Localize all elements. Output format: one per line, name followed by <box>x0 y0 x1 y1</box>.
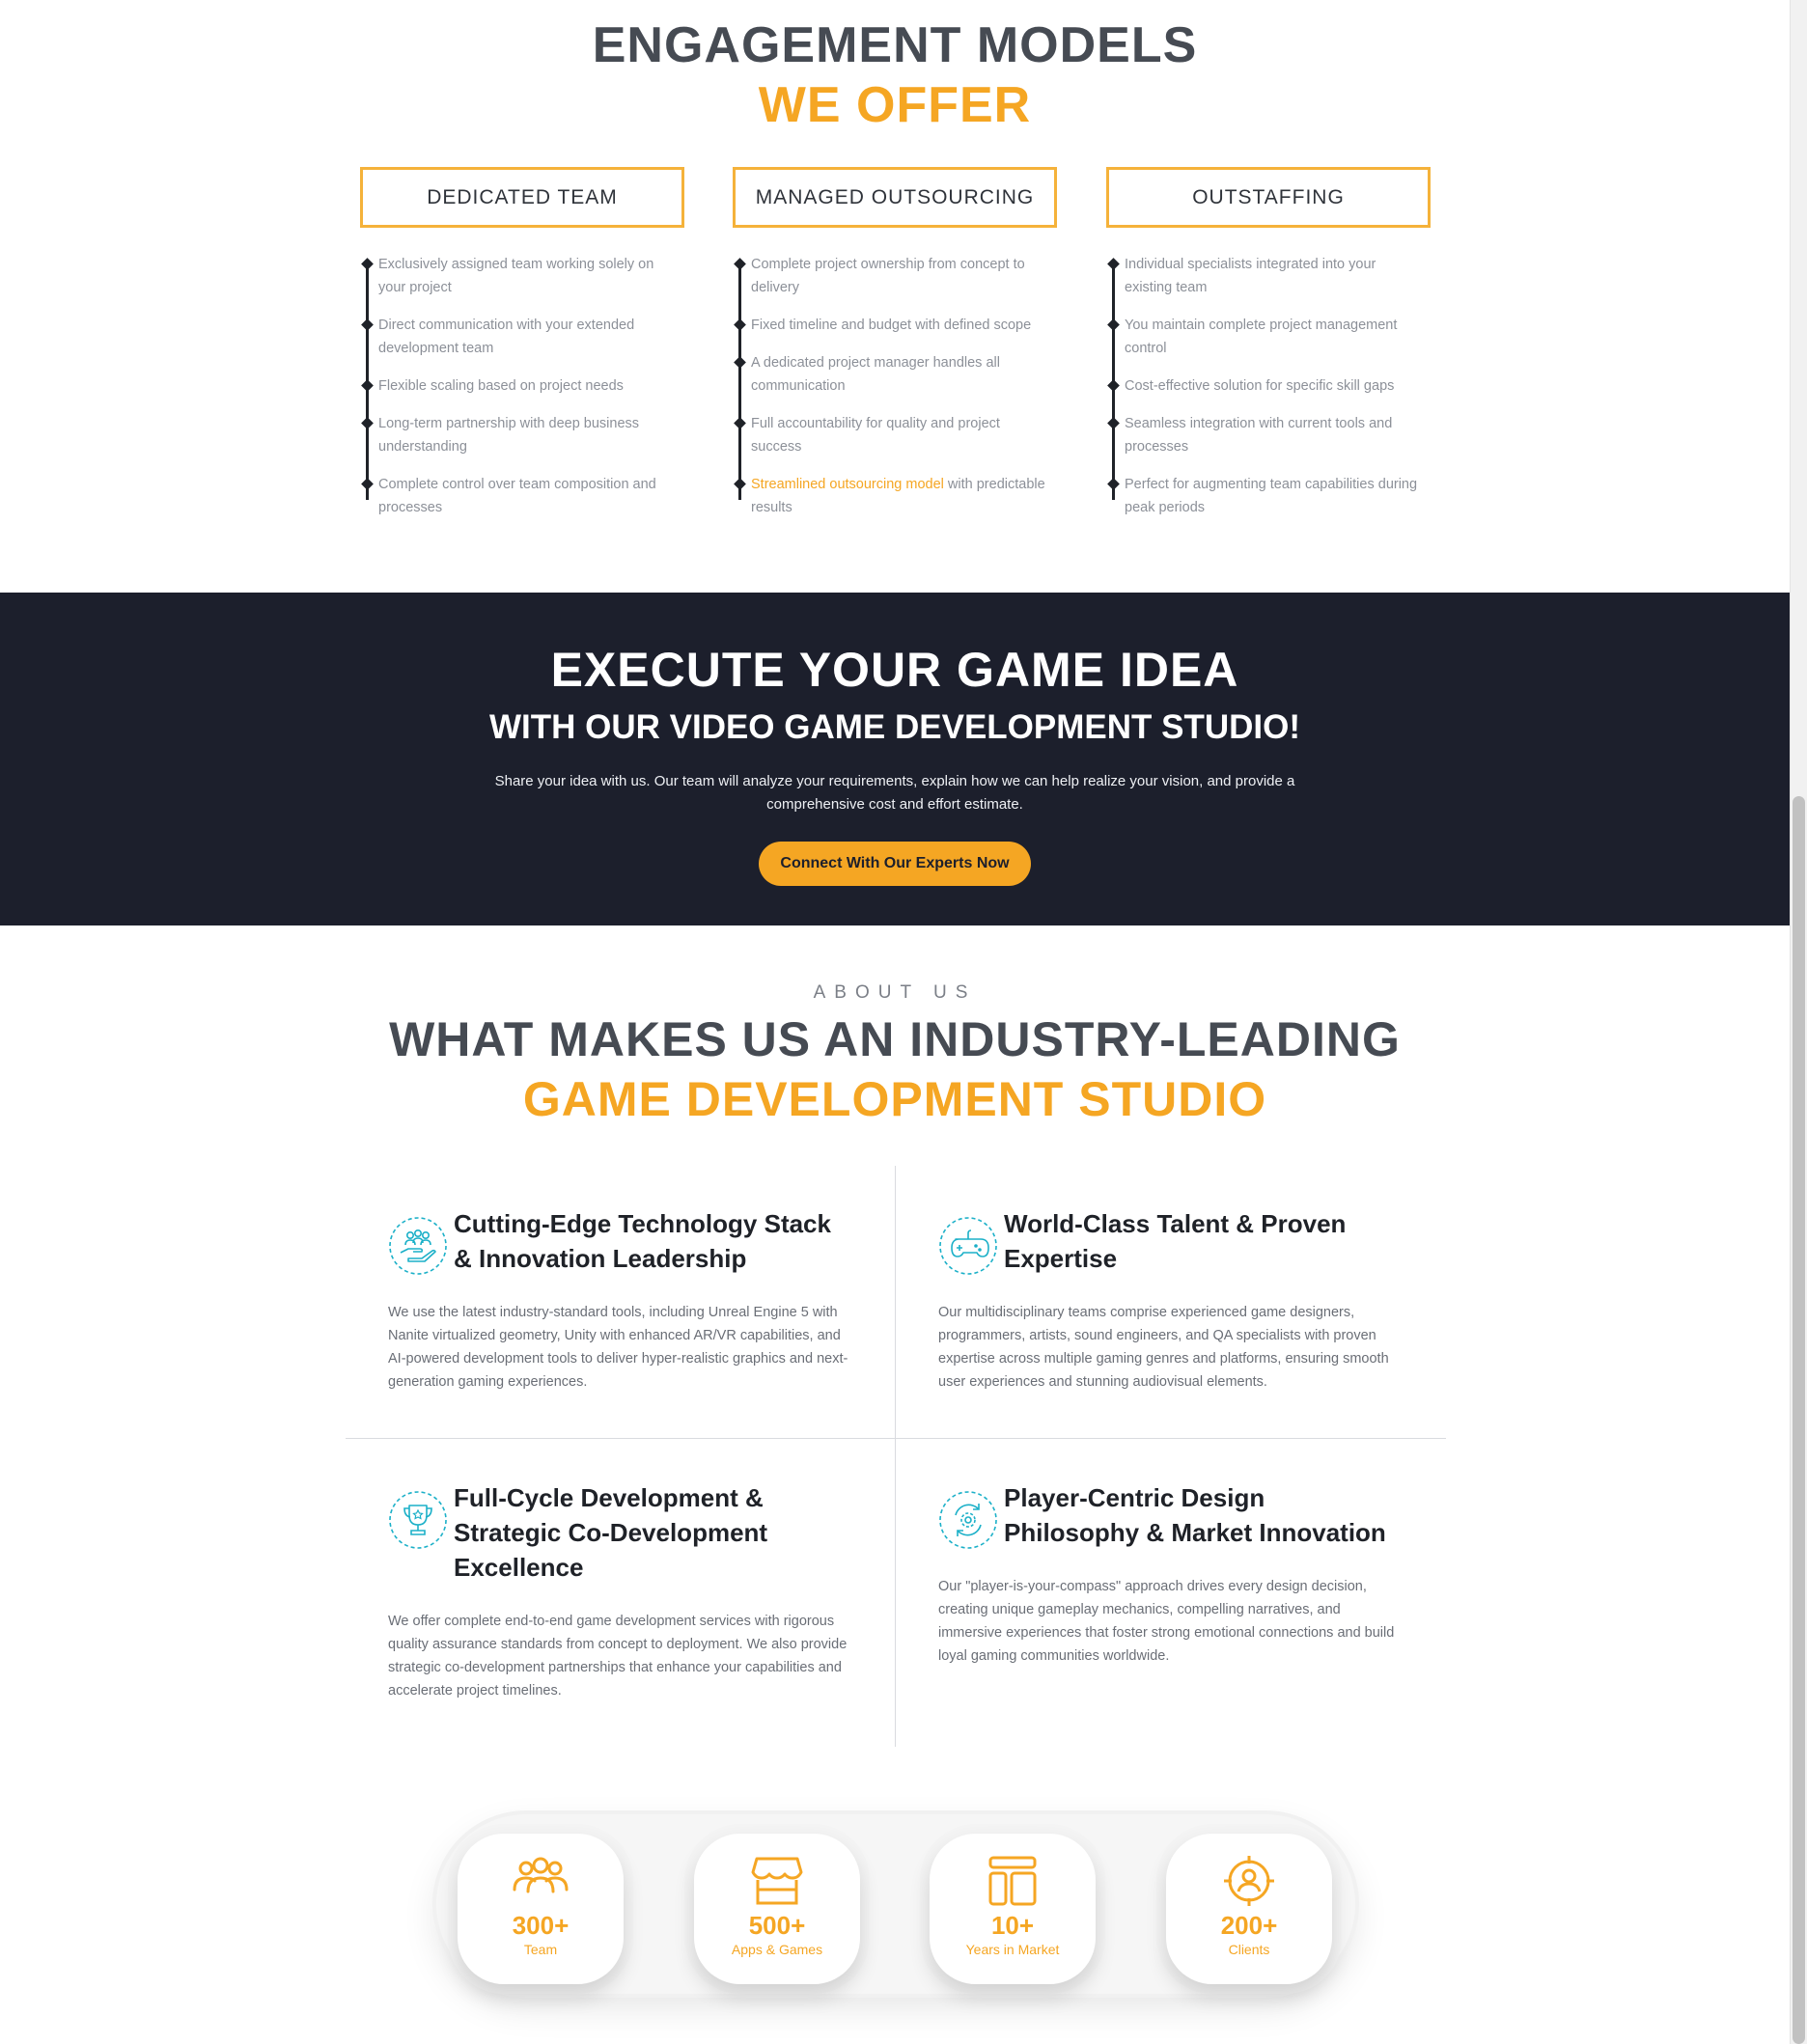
stat-clients <box>1166 1834 1332 1984</box>
stat-team <box>458 1834 624 1984</box>
about-kicker: ABOUT US <box>813 982 977 1003</box>
model-heading: OUTSTAFFING <box>1106 167 1431 228</box>
stat-label: Apps & Games <box>731 1942 823 1957</box>
engagement-section <box>0 0 1790 593</box>
list-item: Direct communication with your extended development team <box>378 314 684 360</box>
feature-text: Our multidisciplinary teams comprise experienced game designers, programmers, artists, sound engineers, and QA specialists with proven expertise across multiple gaming genres and platforms, ensuring smooth user experiences and stunning audiovisual elements. <box>938 1305 1389 1390</box>
gamepad-icon <box>938 1216 998 1276</box>
feature-title: Cutting-Edge Technology Stack & Innovation Leadership <box>454 1209 831 1273</box>
list-item: Flexible scaling based on project needs <box>378 374 684 398</box>
model-dedicated-team <box>360 167 684 534</box>
list-item: Complete control over team composition and processes <box>378 473 684 519</box>
stat-label: Clients <box>1228 1942 1270 1957</box>
model-heading: DEDICATED TEAM <box>360 167 684 228</box>
model-list <box>360 253 684 519</box>
list-item: Individual specialists integrated into your existing team <box>1125 253 1431 299</box>
feature-full-cycle <box>388 1480 851 1702</box>
model-list <box>733 253 1057 519</box>
list-item: Cost-effective solution for specific skill gaps <box>1125 374 1431 398</box>
list-item: Exclusively assigned team working solely on your project <box>378 253 684 299</box>
cta-section <box>0 593 1790 925</box>
list-item: Full accountability for quality and project success <box>751 412 1057 458</box>
cta-text: Share your idea with us. Our team will analyze your requirements, explain how we can help realize your vision, and provide a comprehensive cost and effort estimate. <box>494 773 1295 813</box>
stat-value: 300+ <box>512 1911 570 1940</box>
stat-years <box>930 1834 1096 1984</box>
engagement-title <box>0 0 1790 135</box>
cta-subtitle: WITH OUR VIDEO GAME DEVELOPMENT STUDIO! <box>488 708 1301 746</box>
list-item: Seamless integration with current tools and processes <box>1125 412 1431 458</box>
team-icon <box>511 1855 570 1907</box>
outsourcing-model-link[interactable]: Streamlined outsourcing model <box>751 477 944 492</box>
feature-technology <box>388 1206 851 1394</box>
stat-value: 500+ <box>748 1911 806 1940</box>
list-item: Long-term partnership with deep business understanding <box>378 412 684 458</box>
model-list <box>1106 253 1431 519</box>
scrollbar-thumb[interactable] <box>1793 796 1805 2044</box>
list-item <box>751 473 1057 519</box>
trophy-icon <box>388 1490 448 1550</box>
feature-text: Our "player-is-your-compass" approach drives every design decision, creating unique gameplay mechanics, compelling narratives, and immersive experiences that foster strong emotional connections and build loyal gaming communities worldwide. <box>938 1579 1395 1664</box>
client-target-icon <box>1219 1855 1279 1907</box>
stat-label: Years in Market <box>965 1942 1060 1957</box>
model-heading: MANAGED OUTSOURCING <box>733 167 1057 228</box>
cta-title: EXECUTE YOUR GAME IDEA <box>550 643 1239 697</box>
hand-team-icon <box>388 1216 448 1276</box>
stat-value: 10+ <box>990 1911 1035 1940</box>
list-item: A dedicated project manager handles all communication <box>751 351 1057 398</box>
about-title-line2: GAME DEVELOPMENT STUDIO <box>522 1072 1267 1126</box>
feature-title: World-Class Talent & Proven Expertise <box>1004 1209 1347 1273</box>
feature-title: Player-Centric Design Philosophy & Market Innovation <box>1004 1483 1386 1547</box>
model-outstaffing <box>1106 167 1431 534</box>
feature-player-centric <box>938 1480 1402 1668</box>
list-item: Fixed timeline and budget with defined scope <box>751 314 1057 337</box>
grid-divider-horizontal <box>346 1438 1446 1439</box>
connect-experts-button[interactable]: Connect With Our Experts Now <box>759 842 1030 886</box>
layout-icon <box>983 1855 1042 1907</box>
list-item: Complete project ownership from concept to delivery <box>751 253 1057 299</box>
stat-value: 200+ <box>1220 1911 1278 1940</box>
feature-text: We use the latest industry-standard tools, including Unreal Engine 5 with Nanite virtualized geometry, Unity with enhanced AR/VR capabilities, and AI-powered development tools to deliver hyper-realistic graphics and next-generation gaming experiences. <box>388 1305 848 1390</box>
store-icon <box>747 1855 807 1907</box>
stat-label: Team <box>523 1942 558 1957</box>
grid-divider-vertical <box>895 1166 896 1747</box>
engagement-title-line2: WE OFFER <box>758 77 1032 133</box>
list-item-text: with predictable results <box>751 477 1045 515</box>
model-managed-outsourcing <box>733 167 1057 534</box>
feature-talent <box>938 1206 1402 1394</box>
list-item: Perfect for augmenting team capabilities during peak periods <box>1125 473 1431 519</box>
engagement-title-line1: ENGAGEMENT MODELS <box>592 17 1198 73</box>
feature-text: We offer complete end-to-end game development services with rigorous quality assurance standards from concept to deployment. We also provide strategic co-development partnerships that enhance your capabilities and accelerate project timelines. <box>388 1614 848 1699</box>
gear-cycle-icon <box>938 1490 998 1550</box>
about-title <box>0 1009 1790 1129</box>
about-title-line1: WHAT MAKES US AN INDUSTRY-LEADING <box>389 1012 1401 1066</box>
list-item: You maintain complete project management control <box>1125 314 1431 360</box>
engagement-columns <box>360 167 1431 534</box>
stat-apps-games <box>694 1834 860 1984</box>
features-grid <box>346 1166 1446 1747</box>
feature-title: Full-Cycle Development & Strategic Co-Development Excellence <box>454 1483 768 1582</box>
